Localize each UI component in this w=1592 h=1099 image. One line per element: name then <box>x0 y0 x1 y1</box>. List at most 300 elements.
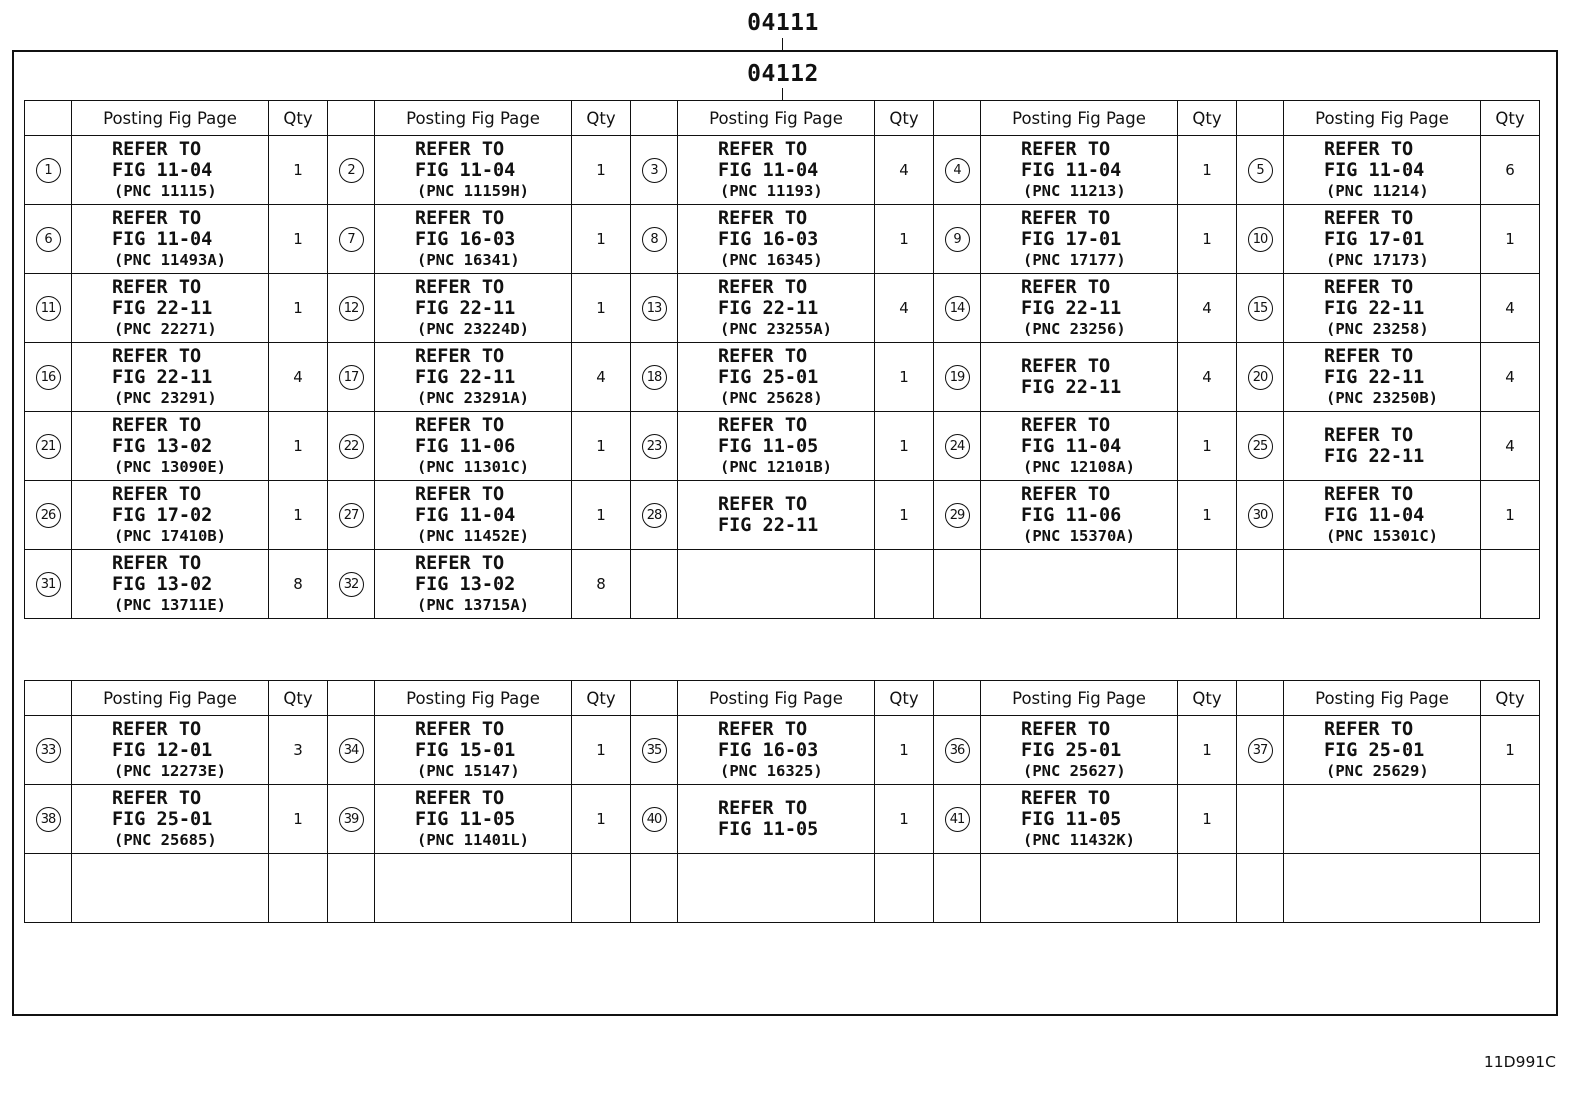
item-number-cell <box>631 785 678 854</box>
item-number-cell <box>631 136 678 205</box>
refer-to-text: REFER TO <box>718 207 808 229</box>
item-number-cell <box>25 481 72 550</box>
item-number-badge: 38 <box>36 807 61 832</box>
pnc-text: (PNC 17410B) <box>114 526 226 545</box>
refer-to-text: REFER TO <box>1324 276 1414 298</box>
reference-cell <box>72 136 269 205</box>
qty-cell: 3 <box>269 716 328 785</box>
fig-reference-text: FIG 22-11 <box>112 366 213 388</box>
fig-reference-text: FIG 25-01 <box>112 808 213 830</box>
reference-cell <box>1284 343 1481 412</box>
refer-to-text: REFER TO <box>1021 276 1111 298</box>
item-number-cell <box>328 343 375 412</box>
fig-reference-text: FIG 11-05 <box>718 435 819 457</box>
reference-cell <box>1284 550 1481 619</box>
reference-cell <box>375 412 572 481</box>
item-number-badge: 25 <box>1248 434 1273 459</box>
item-number-badge: 34 <box>339 738 364 763</box>
item-number-badge: 16 <box>36 365 61 390</box>
item-number-badge: 37 <box>1248 738 1273 763</box>
refer-to-text: REFER TO <box>1021 138 1111 160</box>
pnc-text: (PNC 23224D) <box>417 319 529 338</box>
item-number-badge: 12 <box>339 296 364 321</box>
qty-cell <box>875 854 934 923</box>
item-number-badge: 19 <box>945 365 970 390</box>
header-qty: Qty <box>572 101 631 136</box>
pnc-text: (PNC 23291A) <box>417 388 529 407</box>
fig-reference-text: FIG 15-01 <box>415 739 516 761</box>
item-number-cell <box>328 716 375 785</box>
fig-reference-text: FIG 16-03 <box>718 739 819 761</box>
header-blank <box>934 681 981 716</box>
item-number-cell <box>1237 785 1284 854</box>
header-posting-fig-page: Posting Fig Page <box>678 101 875 136</box>
pnc-text: (PNC 12108A) <box>1023 457 1135 476</box>
table-row <box>25 481 1540 550</box>
pnc-text: (PNC 25685) <box>114 830 217 849</box>
header-blank <box>631 101 678 136</box>
item-number-cell <box>328 136 375 205</box>
pnc-text: (PNC 17173) <box>1326 250 1429 269</box>
table-row <box>25 412 1540 481</box>
fig-reference-text: FIG 17-02 <box>112 504 213 526</box>
qty-cell: 8 <box>269 550 328 619</box>
item-number-cell <box>631 343 678 412</box>
qty-cell: 1 <box>269 136 328 205</box>
pnc-text: (PNC 22271) <box>114 319 217 338</box>
header-blank <box>328 101 375 136</box>
reference-cell <box>1284 481 1481 550</box>
pnc-text: (PNC 11115) <box>114 181 217 200</box>
item-number-cell <box>631 854 678 923</box>
pnc-text: (PNC 11301C) <box>417 457 529 476</box>
pnc-text: (PNC 13715A) <box>417 595 529 614</box>
fig-reference-text: FIG 12-01 <box>112 739 213 761</box>
qty-cell <box>875 550 934 619</box>
reference-cell <box>678 854 875 923</box>
item-number-badge: 32 <box>339 572 364 597</box>
item-number-badge: 10 <box>1248 227 1273 252</box>
refer-to-text: REFER TO <box>718 276 808 298</box>
item-number-cell <box>328 854 375 923</box>
fig-reference-text: FIG 22-11 <box>112 297 213 319</box>
pnc-text: (PNC 15301C) <box>1326 526 1438 545</box>
qty-cell: 1 <box>1481 716 1540 785</box>
fig-reference-text: FIG 13-02 <box>112 435 213 457</box>
header-blank <box>1237 681 1284 716</box>
reference-cell <box>1284 274 1481 343</box>
pnc-text: (PNC 11452E) <box>417 526 529 545</box>
item-number-badge: 27 <box>339 503 364 528</box>
item-number-badge: 24 <box>945 434 970 459</box>
item-number-badge: 13 <box>642 296 667 321</box>
item-number-cell <box>934 412 981 481</box>
pnc-text: (PNC 11193) <box>720 181 823 200</box>
fig-reference-text: FIG 11-06 <box>1021 504 1122 526</box>
reference-cell <box>1284 716 1481 785</box>
fig-reference-text: FIG 11-04 <box>415 159 516 181</box>
item-number-badge: 1 <box>36 158 61 183</box>
qty-cell: 1 <box>269 205 328 274</box>
item-number-cell <box>25 136 72 205</box>
reference-cell <box>72 854 269 923</box>
pnc-text: (PNC 11401L) <box>417 830 529 849</box>
reference-cell <box>678 481 875 550</box>
item-number-cell <box>25 274 72 343</box>
refer-to-text: REFER TO <box>415 414 505 436</box>
item-number-badge: 9 <box>945 227 970 252</box>
refer-to-text: REFER TO <box>112 138 202 160</box>
item-number-badge: 2 <box>339 158 364 183</box>
reference-cell <box>72 716 269 785</box>
qty-cell: 1 <box>572 785 631 854</box>
pnc-text: (PNC 12101B) <box>720 457 832 476</box>
refer-to-text: REFER TO <box>1021 718 1111 740</box>
refer-to-text: REFER TO <box>1324 207 1414 229</box>
pnc-text: (PNC 11159H) <box>417 181 529 200</box>
header-posting-fig-page: Posting Fig Page <box>375 681 572 716</box>
reference-cell <box>678 205 875 274</box>
item-number-cell <box>25 550 72 619</box>
item-number-cell <box>25 205 72 274</box>
qty-cell: 1 <box>269 274 328 343</box>
reference-cell <box>1284 205 1481 274</box>
fig-reference-text: FIG 22-11 <box>1324 366 1425 388</box>
item-number-cell <box>25 785 72 854</box>
qty-cell: 4 <box>269 343 328 412</box>
refer-to-text: REFER TO <box>718 138 808 160</box>
header-qty: Qty <box>875 101 934 136</box>
item-number-cell <box>328 481 375 550</box>
refer-to-text: REFER TO <box>1324 425 1414 446</box>
item-number-badge: 8 <box>642 227 667 252</box>
pnc-text: (PNC 16341) <box>417 250 520 269</box>
pnc-text: (PNC 11493A) <box>114 250 226 269</box>
item-number-cell <box>25 716 72 785</box>
header-blank <box>25 681 72 716</box>
qty-cell: 1 <box>1178 785 1237 854</box>
qty-cell: 1 <box>875 343 934 412</box>
table-row <box>25 274 1540 343</box>
fig-reference-text: FIG 25-01 <box>1324 739 1425 761</box>
refer-to-text: REFER TO <box>1021 356 1111 377</box>
reference-cell <box>678 136 875 205</box>
header-posting-fig-page: Posting Fig Page <box>375 101 572 136</box>
item-number-cell <box>934 785 981 854</box>
pnc-text: (PNC 16345) <box>720 250 823 269</box>
refer-to-text: REFER TO <box>112 552 202 574</box>
refer-to-text: REFER TO <box>718 414 808 436</box>
pnc-text: (PNC 11213) <box>1023 181 1126 200</box>
fig-reference-text: FIG 22-11 <box>718 297 819 319</box>
reference-cell <box>678 343 875 412</box>
refer-to-text: REFER TO <box>415 718 505 740</box>
item-number-cell <box>631 550 678 619</box>
qty-cell <box>1178 550 1237 619</box>
fig-reference-text: FIG 11-04 <box>112 228 213 250</box>
reference-cell <box>981 785 1178 854</box>
item-number-cell <box>934 481 981 550</box>
refer-to-text: REFER TO <box>112 718 202 740</box>
pnc-text: (PNC 17177) <box>1023 250 1126 269</box>
reference-cell <box>981 205 1178 274</box>
pnc-text: (PNC 15370A) <box>1023 526 1135 545</box>
reference-cell <box>1284 785 1481 854</box>
pnc-text: (PNC 13090E) <box>114 457 226 476</box>
item-number-cell <box>631 412 678 481</box>
qty-cell: 1 <box>875 205 934 274</box>
pnc-text: (PNC 12273E) <box>114 761 226 780</box>
item-number-badge: 29 <box>945 503 970 528</box>
qty-cell <box>572 854 631 923</box>
header-qty: Qty <box>1481 681 1540 716</box>
item-number-cell <box>328 412 375 481</box>
refer-to-text: REFER TO <box>718 718 808 740</box>
item-number-cell <box>631 205 678 274</box>
qty-cell: 4 <box>875 136 934 205</box>
item-number-badge: 6 <box>36 227 61 252</box>
reference-cell <box>678 785 875 854</box>
refer-to-text: REFER TO <box>415 276 505 298</box>
refer-to-text: REFER TO <box>1021 787 1111 809</box>
fig-reference-text: FIG 22-11 <box>1021 297 1122 319</box>
reference-cell <box>375 136 572 205</box>
reference-cell <box>981 343 1178 412</box>
qty-cell: 1 <box>875 481 934 550</box>
qty-cell: 1 <box>1481 481 1540 550</box>
item-number-badge: 4 <box>945 158 970 183</box>
fig-reference-text: FIG 11-04 <box>415 504 516 526</box>
fig-reference-text: FIG 11-04 <box>718 159 819 181</box>
reference-cell <box>981 854 1178 923</box>
refer-to-text: REFER TO <box>415 552 505 574</box>
refer-to-text: REFER TO <box>112 414 202 436</box>
header-blank <box>328 681 375 716</box>
item-number-cell <box>934 274 981 343</box>
qty-cell <box>269 854 328 923</box>
fig-reference-text: FIG 25-01 <box>1021 739 1122 761</box>
reference-cell <box>72 481 269 550</box>
item-number-badge: 21 <box>36 434 61 459</box>
refer-to-text: REFER TO <box>1021 414 1111 436</box>
item-number-cell <box>1237 481 1284 550</box>
table-row <box>25 854 1540 923</box>
refer-to-text: REFER TO <box>1324 718 1414 740</box>
reference-cell <box>72 412 269 481</box>
reference-cell <box>678 716 875 785</box>
pnc-text: (PNC 25629) <box>1326 761 1429 780</box>
item-number-cell <box>1237 412 1284 481</box>
reference-cell <box>678 274 875 343</box>
pnc-text: (PNC 13711E) <box>114 595 226 614</box>
header-posting-fig-page: Posting Fig Page <box>1284 101 1481 136</box>
refer-to-text: REFER TO <box>1021 483 1111 505</box>
header-qty: Qty <box>1178 681 1237 716</box>
item-number-badge: 31 <box>36 572 61 597</box>
reference-cell <box>678 550 875 619</box>
fig-reference-text: FIG 13-02 <box>112 573 213 595</box>
qty-cell: 1 <box>875 785 934 854</box>
refer-to-text: REFER TO <box>718 494 808 515</box>
item-number-badge: 35 <box>642 738 667 763</box>
qty-cell: 1 <box>1178 481 1237 550</box>
item-number-cell <box>934 550 981 619</box>
table-row <box>25 550 1540 619</box>
item-number-cell <box>934 136 981 205</box>
qty-cell: 4 <box>1481 274 1540 343</box>
item-number-cell <box>1237 136 1284 205</box>
pnc-text: (PNC 23256) <box>1023 319 1126 338</box>
refer-to-text: REFER TO <box>415 138 505 160</box>
qty-cell <box>1481 550 1540 619</box>
header-qty: Qty <box>269 101 328 136</box>
fig-reference-text: FIG 11-04 <box>1021 159 1122 181</box>
fig-reference-text: FIG 22-11 <box>415 366 516 388</box>
qty-cell: 1 <box>269 412 328 481</box>
pnc-text: (PNC 11214) <box>1326 181 1429 200</box>
pnc-text: (PNC 23250B) <box>1326 388 1438 407</box>
fig-reference-text: FIG 11-04 <box>1324 504 1425 526</box>
fig-reference-text: FIG 11-04 <box>1324 159 1425 181</box>
qty-cell: 1 <box>269 785 328 854</box>
pnc-text: (PNC 16325) <box>720 761 823 780</box>
qty-cell: 1 <box>1178 136 1237 205</box>
item-number-cell <box>25 343 72 412</box>
item-number-cell <box>1237 550 1284 619</box>
reference-cell <box>981 716 1178 785</box>
item-number-cell <box>1237 343 1284 412</box>
item-number-cell <box>1237 854 1284 923</box>
qty-cell: 1 <box>572 205 631 274</box>
qty-cell <box>1178 854 1237 923</box>
header-posting-fig-page: Posting Fig Page <box>981 681 1178 716</box>
refer-to-text: REFER TO <box>1324 138 1414 160</box>
header-blank <box>631 681 678 716</box>
qty-cell: 4 <box>572 343 631 412</box>
item-number-cell <box>328 205 375 274</box>
header-qty: Qty <box>1178 101 1237 136</box>
item-number-badge: 20 <box>1248 365 1273 390</box>
item-number-cell <box>328 785 375 854</box>
refer-to-text: REFER TO <box>415 787 505 809</box>
refer-to-text: REFER TO <box>415 483 505 505</box>
pnc-text: (PNC 25627) <box>1023 761 1126 780</box>
item-number-badge: 41 <box>945 807 970 832</box>
fig-reference-text: FIG 13-02 <box>415 573 516 595</box>
item-number-cell <box>631 481 678 550</box>
fig-reference-text: FIG 11-04 <box>1021 435 1122 457</box>
fig-reference-text: FIG 25-01 <box>718 366 819 388</box>
parts-table-lower <box>24 680 1540 923</box>
reference-cell <box>1284 136 1481 205</box>
qty-cell: 4 <box>875 274 934 343</box>
fig-reference-text: FIG 11-05 <box>1021 808 1122 830</box>
qty-cell: 8 <box>572 550 631 619</box>
refer-to-text: REFER TO <box>1324 483 1414 505</box>
refer-to-text: REFER TO <box>112 483 202 505</box>
reference-cell <box>72 343 269 412</box>
item-number-badge: 5 <box>1248 158 1273 183</box>
item-number-cell <box>328 274 375 343</box>
item-number-cell <box>934 343 981 412</box>
pnc-text: (PNC 23291) <box>114 388 217 407</box>
item-number-cell <box>631 716 678 785</box>
refer-to-text: REFER TO <box>718 345 808 367</box>
header-posting-fig-page: Posting Fig Page <box>981 101 1178 136</box>
parts-table-upper <box>24 100 1540 619</box>
header-blank <box>1237 101 1284 136</box>
table-row <box>25 136 1540 205</box>
item-number-badge: 22 <box>339 434 364 459</box>
header-blank <box>25 101 72 136</box>
reference-cell <box>72 205 269 274</box>
fig-reference-text: FIG 22-11 <box>1324 446 1425 467</box>
fig-reference-text: FIG 11-06 <box>415 435 516 457</box>
table-row <box>25 716 1540 785</box>
item-number-badge: 11 <box>36 296 61 321</box>
fig-reference-text: FIG 11-05 <box>718 819 819 840</box>
qty-cell: 1 <box>1178 716 1237 785</box>
item-number-cell <box>631 274 678 343</box>
item-number-cell <box>25 854 72 923</box>
qty-cell: 1 <box>572 481 631 550</box>
header-posting-fig-page: Posting Fig Page <box>1284 681 1481 716</box>
pnc-text: (PNC 11432K) <box>1023 830 1135 849</box>
fig-reference-text: FIG 17-01 <box>1021 228 1122 250</box>
refer-to-text: REFER TO <box>112 276 202 298</box>
fig-reference-text: FIG 22-11 <box>1021 377 1122 398</box>
header-blank <box>934 101 981 136</box>
header-posting-fig-page: Posting Fig Page <box>678 681 875 716</box>
qty-cell: 1 <box>1178 205 1237 274</box>
reference-cell <box>375 716 572 785</box>
qty-cell: 1 <box>572 716 631 785</box>
pnc-text: (PNC 25628) <box>720 388 823 407</box>
item-number-badge: 7 <box>339 227 364 252</box>
reference-cell <box>375 550 572 619</box>
reference-cell <box>375 854 572 923</box>
refer-to-text: REFER TO <box>718 798 808 819</box>
qty-cell: 1 <box>875 716 934 785</box>
refer-to-text: REFER TO <box>1324 345 1414 367</box>
fig-reference-text: FIG 16-03 <box>415 228 516 250</box>
item-number-badge: 33 <box>36 738 61 763</box>
reference-cell <box>72 785 269 854</box>
item-number-cell <box>934 716 981 785</box>
item-number-badge: 36 <box>945 738 970 763</box>
refer-to-text: REFER TO <box>112 345 202 367</box>
qty-cell: 1 <box>572 412 631 481</box>
item-number-badge: 40 <box>642 807 667 832</box>
item-number-badge: 18 <box>642 365 667 390</box>
qty-cell: 1 <box>269 481 328 550</box>
item-number-badge: 17 <box>339 365 364 390</box>
qty-cell: 4 <box>1178 274 1237 343</box>
reference-cell <box>375 205 572 274</box>
header-qty: Qty <box>269 681 328 716</box>
fig-reference-text: FIG 11-05 <box>415 808 516 830</box>
inner-assembly-label: 04112 <box>747 61 819 87</box>
reference-cell <box>375 785 572 854</box>
refer-to-text: REFER TO <box>1021 207 1111 229</box>
reference-cell <box>375 481 572 550</box>
qty-cell <box>1481 854 1540 923</box>
pnc-text: (PNC 15147) <box>417 761 520 780</box>
table-header-row <box>25 101 1540 136</box>
table-row <box>25 205 1540 274</box>
table-row <box>25 785 1540 854</box>
item-number-cell <box>934 854 981 923</box>
